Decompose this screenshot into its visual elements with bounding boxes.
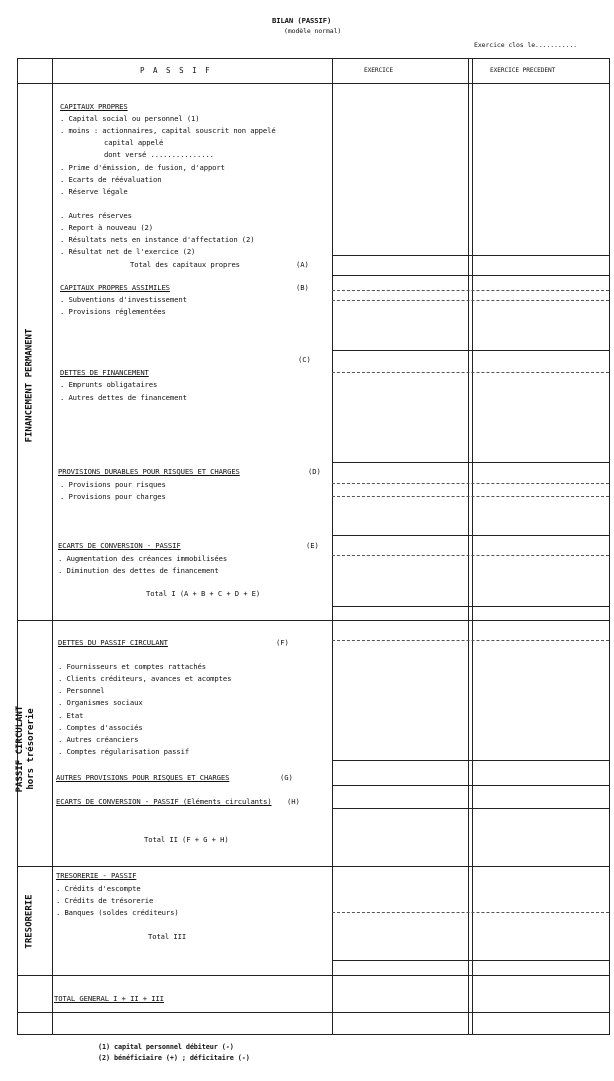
letter-c: (C) xyxy=(298,355,311,364)
total-ii-label: Total II (F + G + H) xyxy=(144,835,229,844)
side-label-financement-permanent: FINANCEMENT PERMANENT xyxy=(24,328,35,443)
exercice-clos-field[interactable]: Exercice clos le........... xyxy=(474,41,577,49)
line-item: . Organismes sociaux xyxy=(58,698,143,707)
letter-f: (F) xyxy=(276,638,289,647)
line-item: . Clients créditeurs, avances et acomptes xyxy=(58,674,232,683)
line-item: . Personnel xyxy=(58,686,105,695)
page-subtitle: (modèle normal) xyxy=(284,27,342,35)
column-header-exercice-precedent: EXERCICE PRECEDENT xyxy=(490,67,556,74)
line-item: . Comptes régularisation passif xyxy=(58,747,190,756)
line-item: dont versé ............... xyxy=(104,150,214,159)
line-item: . Etat xyxy=(58,711,84,720)
line-item: . Crédits d'escompte xyxy=(56,884,141,893)
section-ecarts-circulants: ECARTS DE CONVERSION - PASSIF (Eléments circulants) xyxy=(56,797,272,806)
section-ecarts-conversion: ECARTS DE CONVERSION - PASSIF xyxy=(58,541,181,550)
column-header-exercice: EXERCICE xyxy=(364,67,394,74)
line-item: . Crédits de trésorerie xyxy=(56,896,154,905)
section-autres-provisions: AUTRES PROVISIONS POUR RISQUES ET CHARGES xyxy=(56,773,230,782)
line-item: . Résultat net de l'exercice (2) xyxy=(60,247,196,256)
total-i-label: Total I (A + B + C + D + E) xyxy=(146,589,261,598)
page-title: BILAN (PASSIF) xyxy=(272,16,332,25)
letter-a: (A) xyxy=(296,260,309,269)
letter-h: (H) xyxy=(287,797,300,806)
line-item: . Comptes d'associés xyxy=(58,723,143,732)
line-item: . Autres créanciers xyxy=(58,735,139,744)
letter-b: (B) xyxy=(296,283,309,292)
line-item: . Diminution des dettes de financement xyxy=(58,566,219,575)
footnote-2: (2) bénéficiaire (+) ; déficitaire (-) xyxy=(98,1054,250,1062)
line-item: . Autres dettes de financement xyxy=(60,393,187,402)
line-item: . Provisions pour charges xyxy=(60,492,166,501)
letter-g: (G) xyxy=(280,773,293,782)
line-item: . Réserve légale xyxy=(60,187,128,196)
line-item: . Provisions réglementées xyxy=(60,307,166,316)
line-item: . Prime d'émission, de fusion, d'apport xyxy=(60,163,225,172)
line-item: . Emprunts obligataires xyxy=(60,380,158,389)
total-iii-label: Total III xyxy=(148,932,187,941)
section-provisions-durables: PROVISIONS DURABLES POUR RISQUES ET CHARGES xyxy=(58,467,240,476)
section-dettes-passif-circulant: DETTES DU PASSIF CIRCULANT xyxy=(58,638,168,647)
line-item: . Report à nouveau (2) xyxy=(60,223,153,232)
total-general-label: TOTAL GENERAL I + II + III xyxy=(54,994,164,1003)
line-item: . Provisions pour risques xyxy=(60,480,166,489)
line-item: . Résultats nets en instance d'affectation (2) xyxy=(60,235,255,244)
line-item: . Autres réserves xyxy=(60,211,132,220)
footnote-1: (1) capital personnel débiteur (-) xyxy=(98,1043,234,1051)
section-dettes-financement: DETTES DE FINANCEMENT xyxy=(60,368,149,377)
line-item: capital appelé xyxy=(104,138,164,147)
line-item: . moins : actionnaires, capital souscrit non appelé xyxy=(60,126,276,135)
line-item: . Augmentation des créances immobilisées xyxy=(58,554,228,563)
section-capitaux-assimiles: CAPITAUX PROPRES ASSIMILES xyxy=(60,283,170,292)
line-item: . Subventions d'investissement xyxy=(60,295,187,304)
line-item: . Banques (soldes créditeurs) xyxy=(56,908,179,917)
side-label-tresorerie: TRESORERIE xyxy=(24,894,35,949)
letter-d: (D) xyxy=(308,467,321,476)
section-tresorerie: TRESORERIE - PASSIF xyxy=(56,871,137,880)
letter-e: (E) xyxy=(306,541,319,550)
line-item: . Ecarts de réévaluation xyxy=(60,175,162,184)
line-item: . Fournisseurs et comptes rattachés xyxy=(58,662,206,671)
column-header-passif: P A S S I F xyxy=(140,66,212,75)
line-item: . Capital social ou personnel (1) xyxy=(60,114,200,123)
total-label: Total des capitaux propres xyxy=(130,260,240,269)
section-capitaux-propres: CAPITAUX PROPRES xyxy=(60,102,128,111)
side-label-passif-circulant: PASSIF CIRCULANT hors trésorerie xyxy=(15,705,36,793)
